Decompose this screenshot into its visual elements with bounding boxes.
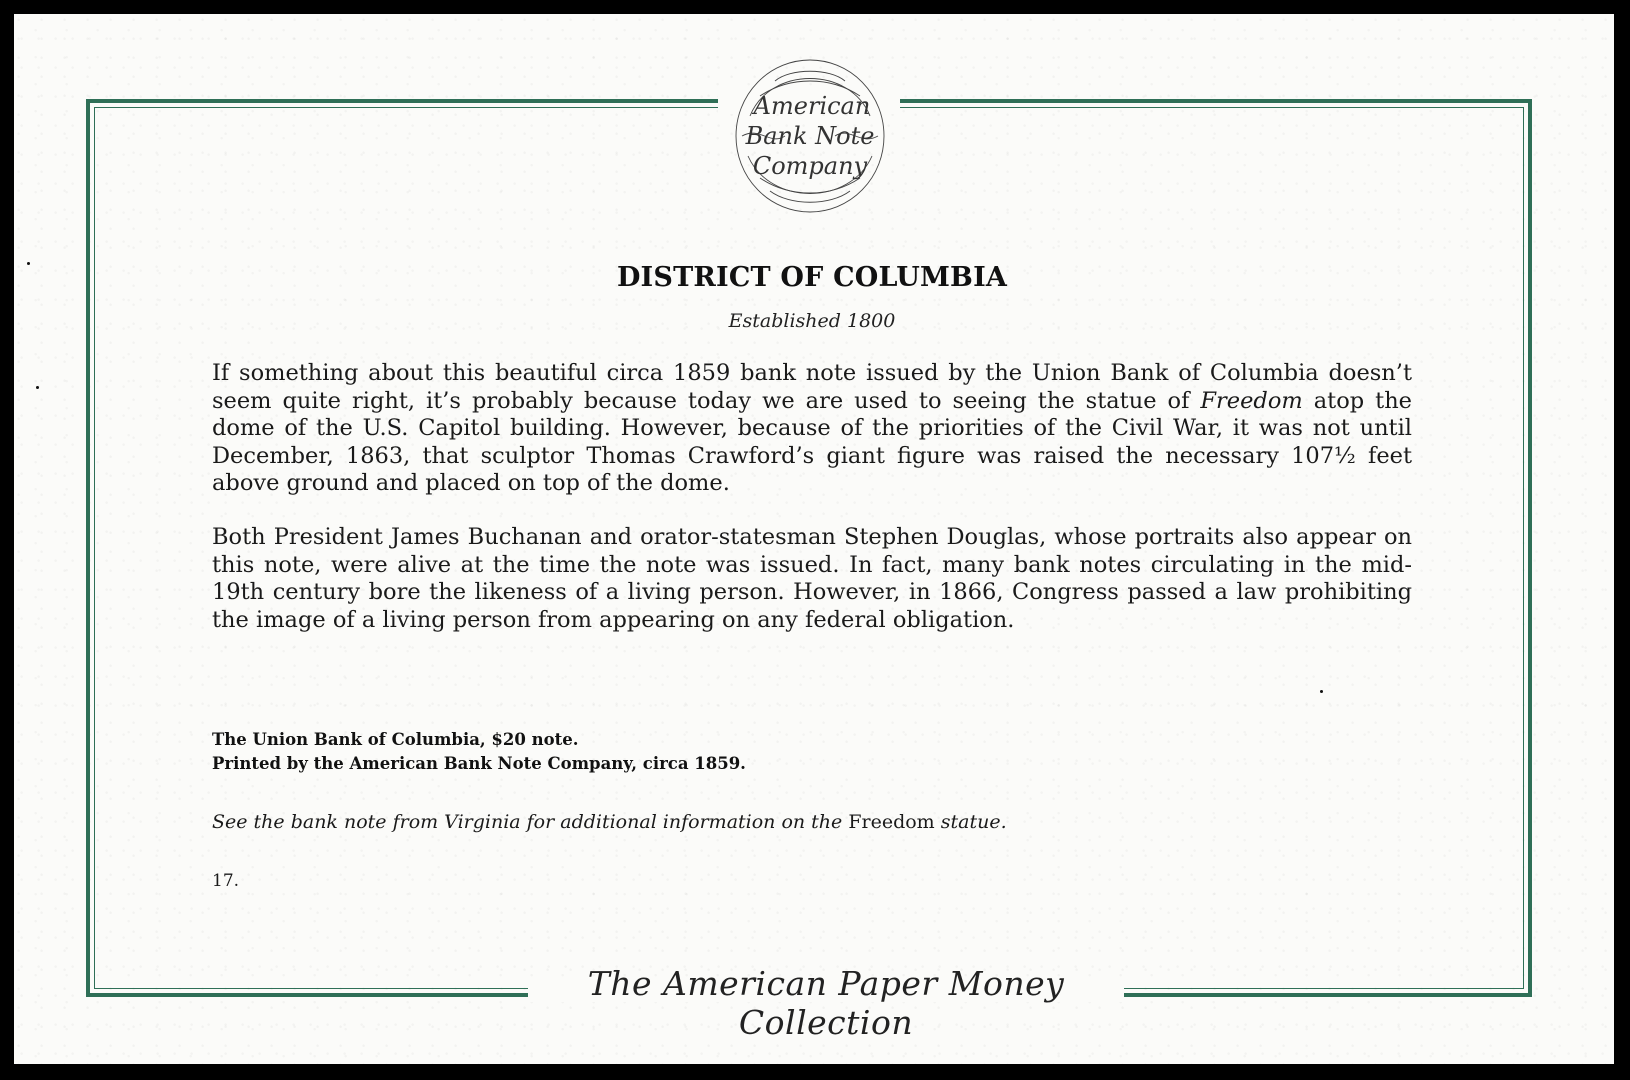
note-part-1: See the bank note from Virginia for additional information on the — [212, 811, 849, 833]
cross-reference-note — [212, 811, 1007, 833]
note-plain: Freedom — [848, 811, 935, 833]
logo-line-2: Bank Note — [745, 122, 875, 150]
speck — [36, 386, 39, 389]
page-number: 17. — [212, 871, 240, 891]
speck — [1320, 690, 1323, 693]
paragraph-1-part-1: If something about this beautiful circa 1859 bank note issued by the Union Bank of Columbia doesn’t seem quite right, it’s probably because today we are used to seeing the statue of — [212, 360, 1412, 414]
page-subtitle: Established 1800 — [728, 310, 896, 332]
logo-line-3: Company — [752, 152, 868, 180]
collection-footer: The American Paper Money Collection — [587, 964, 1065, 1042]
american-bank-note-company-logo — [730, 56, 890, 216]
page-title: DISTRICT OF COLUMBIA — [616, 262, 1008, 293]
logo-line-1: American — [753, 92, 871, 120]
paragraph-1-part-2: atop the dome of the U.S. Capitol building. However, because of the priorities of the Civil War, it was not until December, 1863, that sculptor Thomas Crawford’s giant figure was raised the necessary 107½ feet above ground and placed on top of the dome. — [212, 387, 1412, 496]
paragraph-2: Both President James Buchanan and orator-statesman Stephen Douglas, whose portraits also appear on this note, were alive at the time the note was issued. In fact, many bank notes circulating in the mid-19th century bore the likeness of a living person. However, in 1866, Congress passed a law prohibiting the image of a living person from appearing on any federal obligation. — [212, 524, 1412, 633]
note-caption — [212, 728, 746, 776]
speck — [27, 262, 30, 265]
document-page — [14, 14, 1614, 1064]
note-part-2: statue. — [934, 811, 1007, 833]
paragraph-1 — [212, 360, 1412, 498]
caption-line-1: The Union Bank of Columbia, $20 note. — [212, 730, 579, 749]
caption-line-2: Printed by the American Bank Note Company, circa 1859. — [212, 754, 746, 773]
paragraph-1-emphasis: Freedom — [1200, 387, 1303, 414]
